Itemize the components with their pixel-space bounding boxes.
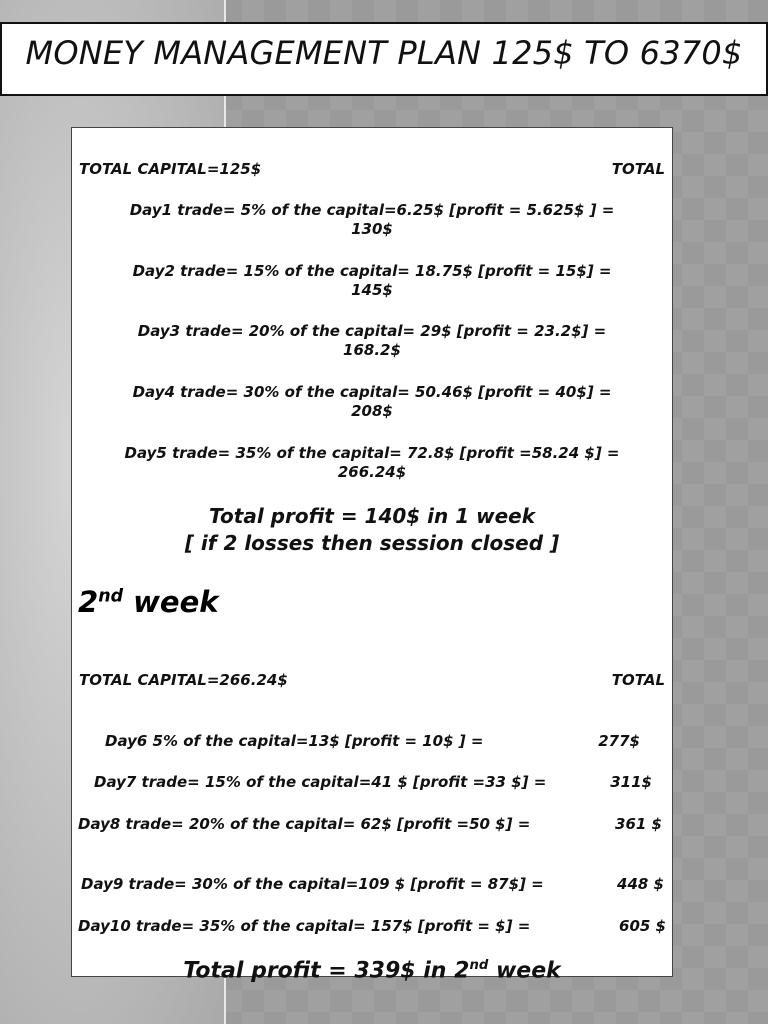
day-entry-line: Day4 trade= 30% of the capital= 50.46$ [profit = 40$] = xyxy=(132,383,612,401)
plan-document xyxy=(71,127,673,984)
day-entry-text: Day7 trade= 15% of the capital=41 $ [profit =33 $] = xyxy=(94,773,547,791)
week1-loss-rule: [ if 2 losses then session closed ] xyxy=(184,531,560,555)
day-entry-9 xyxy=(72,875,672,893)
week2-capital-row xyxy=(72,671,672,689)
week1-summary xyxy=(72,503,672,557)
day-entry-result: 266.24$ xyxy=(337,463,407,481)
week1-total-profit: Total profit = 140$ in 1 week xyxy=(208,504,536,528)
day-entry-line: Day3 trade= 20% of the capital= 29$ [profit = 23.2$] = xyxy=(137,322,607,340)
day-entry-total: 277$ xyxy=(598,732,640,750)
day-entry-3 xyxy=(72,322,672,360)
day-entry-line: Day5 trade= 35% of the capital= 72.8$ [profit =58.24 $] = xyxy=(124,444,620,462)
day-entry-result: 208$ xyxy=(351,402,393,420)
day-entry-text: Day10 trade= 35% of the capital= 157$ [profit = $] = xyxy=(78,917,531,935)
day-entry-text: Day9 trade= 30% of the capital=109 $ [profit = 87$] = xyxy=(81,875,544,893)
day-entry-result: 168.2$ xyxy=(343,341,401,359)
day-entry-7 xyxy=(72,773,672,791)
day-entry-10 xyxy=(72,917,672,935)
day-entry-total: 311$ xyxy=(610,773,652,791)
week2-total-label: TOTAL xyxy=(611,671,665,689)
page-title: MONEY MANAGEMENT PLAN 125$ TO 6370$ xyxy=(25,34,743,72)
week1-capital-label: TOTAL CAPITAL=125$ xyxy=(79,160,262,178)
day-entry-text: Day6 5% of the capital=13$ [profit = 10$ ] = xyxy=(105,732,484,750)
week2-heading: 2nd week xyxy=(78,585,219,619)
day-entry-text: Day8 trade= 20% of the capital= 62$ [profit =50 $] = xyxy=(78,815,531,833)
day-entry-1 xyxy=(72,201,672,239)
day-entry-8 xyxy=(72,815,672,833)
day-entry-line: Day2 trade= 15% of the capital= 18.75$ [profit = 15$] = xyxy=(132,262,612,280)
day-entry-line: Day1 trade= 5% of the capital=6.25$ [profit = 5.625$ ] = xyxy=(129,201,615,219)
week1-total-label: TOTAL xyxy=(611,160,665,178)
week2-total-profit: Total profit = 339$ in 2nd week xyxy=(183,958,561,984)
day-entry-total: 448 $ xyxy=(617,875,664,893)
day-entry-6 xyxy=(72,732,672,750)
day-entry-total: 605 $ xyxy=(619,917,666,935)
week1-capital-row xyxy=(72,160,672,178)
day-entry-result: 145$ xyxy=(351,281,393,299)
day-entry-2 xyxy=(72,262,672,300)
day-entry-total: 361 $ xyxy=(615,815,662,833)
week2-capital-label: TOTAL CAPITAL=266.24$ xyxy=(79,671,288,689)
day-entry-5 xyxy=(72,444,672,482)
day-entry-4 xyxy=(72,383,672,421)
day-entry-result: 130$ xyxy=(351,220,393,238)
